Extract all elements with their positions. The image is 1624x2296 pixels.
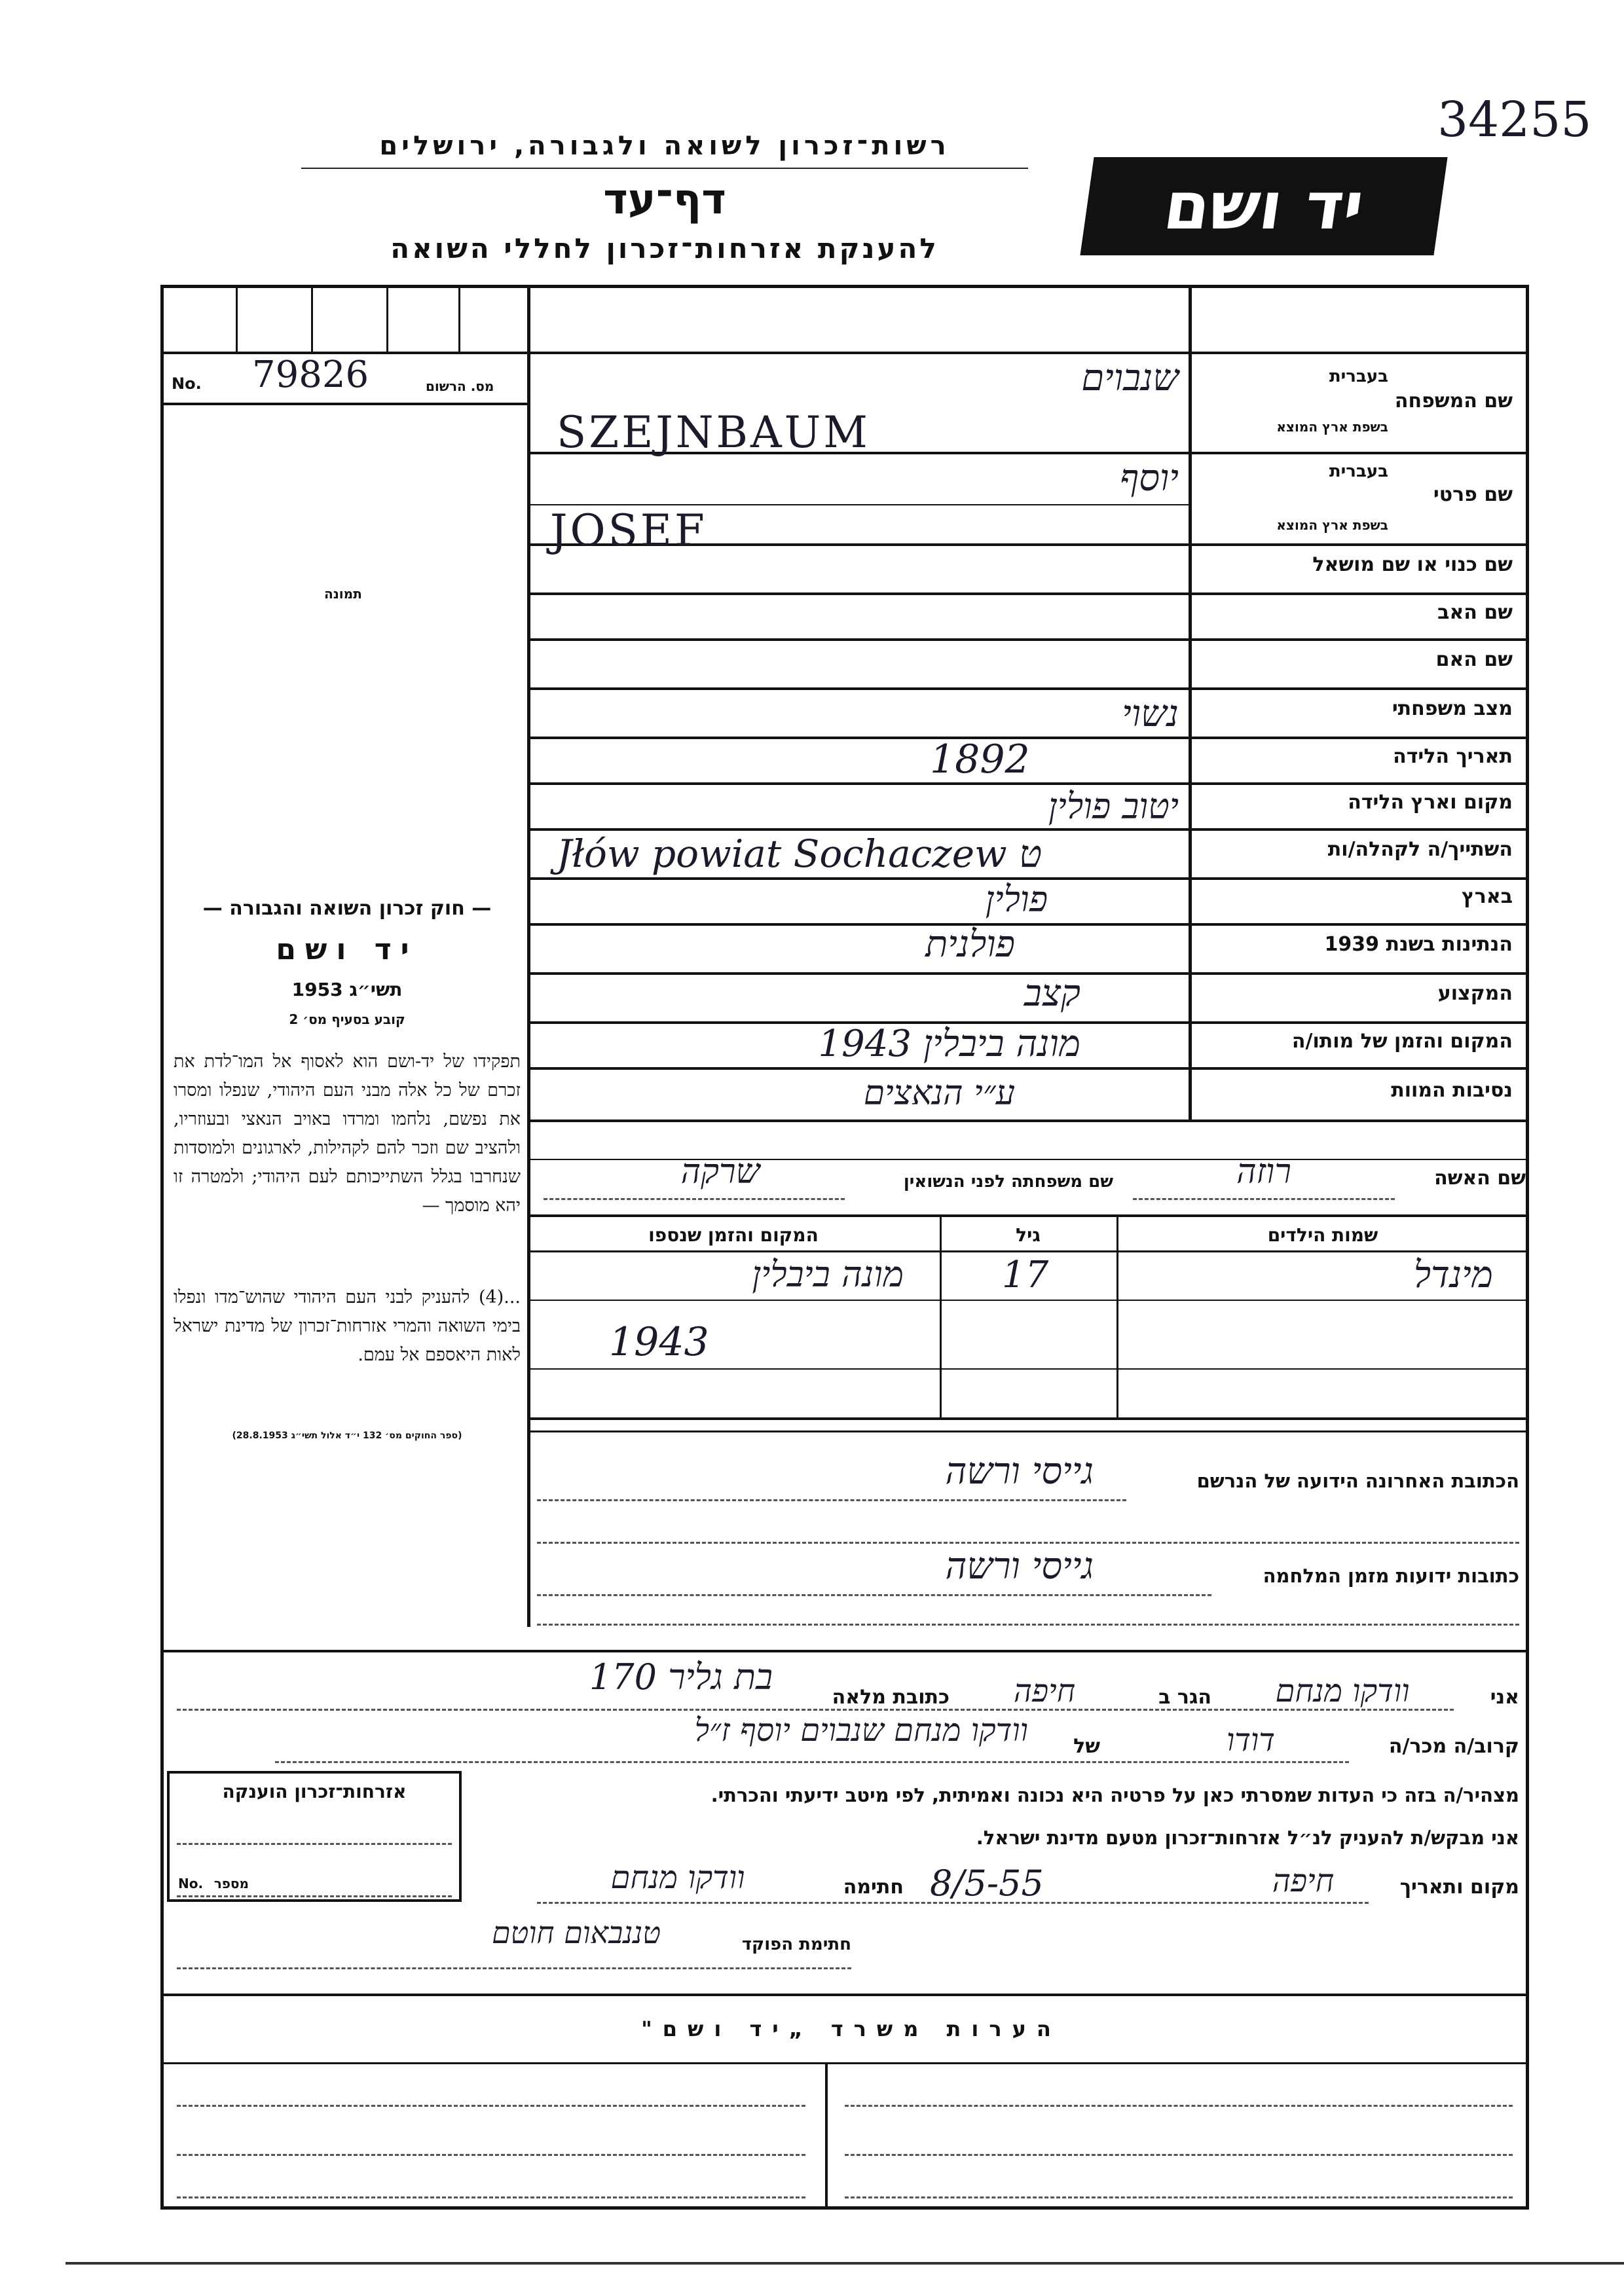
declarant-dotted-line [177,1709,1454,1711]
left-column-divider [527,285,530,1627]
community-value[interactable]: Jłów powiat Sochaczew ט [557,831,1043,876]
place-value[interactable]: חיפה [1272,1863,1335,1899]
top-cell-divider-1 [236,285,238,354]
top-cell-divider-3 [386,285,388,354]
birth-place-value[interactable]: יטוב פולין [1048,786,1179,827]
war-address-dotted [537,1594,1211,1596]
law-reference: (ספר החוקים מס׳ 132 י״ד אלול תשי״ג 28.8.1953) [232,1430,462,1441]
marital-label: מצב משפחתי [1392,697,1513,720]
last-address-label: הכתובת האחרונה הידועה של הנרשם [1196,1470,1519,1492]
declares-text: מצהיר/ה בזה כי העדות שמסרתי כאן על פרטיה היא נכונה ואמיתית, לפי מיטב ידיעתי והכרתי. [710,1784,1519,1806]
community-label: השתייך/ה לקהלה/ות [1327,838,1513,861]
wife-dotted-line [1133,1198,1395,1200]
maiden-dotted-line [544,1198,845,1200]
declarant-address-label: כתובת מלאה [832,1686,950,1709]
declarant-name[interactable]: וודקו מנחם [1275,1673,1410,1709]
maiden-value[interactable]: שרקה [680,1152,760,1192]
notes-dotted-4 [845,2154,1513,2156]
signature-value[interactable]: וודקו מנחם [610,1859,745,1896]
place-date-label: מקום ותאריך [1399,1876,1519,1899]
registration-line [160,403,527,405]
war-address-label: כתובות ידועות מזמן המלחמה [1263,1565,1519,1587]
mother-label: שם האם [1435,648,1513,671]
last-address-value[interactable]: גייסי ורשה [945,1450,1094,1493]
cause-value[interactable]: ע״י הנאצים [863,1074,1015,1113]
photo-label: תמונה [324,586,362,602]
child-place[interactable]: מונה ביבלין [752,1254,904,1295]
children-row-line-1 [527,1300,1529,1301]
row-line-10 [527,923,1529,926]
death-label: המקום והזמן של מותו/ה [1291,1030,1513,1053]
notes-dotted-5 [177,2196,805,2198]
officer-signature[interactable]: טננבאום חוטם [491,1915,661,1950]
last-address-dotted [537,1499,1126,1501]
row-line-8 [527,828,1529,831]
children-header-line [527,1250,1529,1252]
registration-number: 79826 [252,354,369,396]
family-name-sub-hebrew: בעברית [1329,367,1388,386]
declarant-lives-label: הגר ב [1158,1686,1211,1709]
declarant-address[interactable]: בת גליר 170 [589,1656,773,1698]
first-name-label: שם פרטי [1433,483,1513,506]
relative-label: קרוב/ה מכר/ה [1388,1735,1519,1758]
children-age-header: גיל [1016,1224,1041,1246]
citizenship-label: הנתינות בשנת 1939 [1324,933,1513,956]
profession-label: המקצוע [1437,982,1513,1005]
declarant-i-label: אני [1490,1686,1519,1709]
war-extra-dotted [537,1624,1519,1626]
citizenship-box-title: אזרחות־זכרון הוענקה [222,1781,407,1802]
father-label: שם האב [1437,601,1513,624]
country-label: בארץ [1461,885,1513,908]
law-paragraph-1: תפקידו של יד-ושם הוא לאסוף אל המו־לדת את זכרם של כל אלה מבני העם היהודי, שנפלו ומסרו את נפשם, נלחמו ומרדו באויב הנאצי ובעוזריו, ולהציב שם וזכר להם לקהילות, לארגונים ולמוסדות שנחרבו בגלל השתייכותם לעם היהודי; ולמטרה זו יהא מוסמך — [174,1051,521,1216]
death-value[interactable]: מונה ביבלין 1943 [818,1023,1080,1065]
war-address-value[interactable]: גייסי ורשה [945,1545,1094,1588]
children-row-line-2 [527,1368,1529,1370]
citizenship-box-line-2 [177,1895,452,1897]
of-value[interactable]: וודקו מנחם שנבוים יוסף ז״ל [694,1712,1028,1749]
cause-label: נסיבות המוות [1391,1079,1513,1102]
row-line-3 [527,592,1529,595]
registration-label: מס. הרשום [426,378,494,394]
child-year[interactable]: 1943 [609,1319,709,1365]
citizenship-value[interactable]: פולנית [925,923,1015,966]
children-col-divider-2 [1116,1214,1118,1417]
first-name-hebrew[interactable]: יוסף [1120,457,1179,500]
row-line-7 [527,782,1529,785]
row-line-14 [527,1120,1529,1122]
form-subtitle: להענקת אזרחות־זכרון לחללי השואה [390,232,939,264]
scan-edge-mark [65,2262,1624,2265]
office-notes-title: הערות משרד „יד ושם" [641,2016,1061,2041]
declarant-city[interactable]: חיפה [1013,1673,1076,1709]
law-clause: קובע בסעיף מס׳ 2 [289,1011,405,1027]
place-dotted-line [537,1902,1369,1904]
law-year: תשי״ג 1953 [291,979,403,1000]
address-extra-dotted [537,1542,1519,1544]
declaration-top-line [160,1650,1529,1652]
family-name-latin[interactable]: SZEJNBAUM [557,407,870,458]
relation-value[interactable]: דודו [1226,1722,1276,1758]
registration-no-label: No. [172,374,202,393]
top-cell-divider-2 [311,285,313,354]
officer-dotted-line [177,1967,851,1969]
label-column-divider [1189,285,1192,1120]
children-bottom-line [527,1417,1529,1420]
children-col-divider-1 [940,1214,942,1417]
wife-value[interactable]: רוזה [1236,1152,1291,1192]
form-title: דף־עד [603,175,726,224]
citizenship-box-number-label: מספר [213,1876,249,1891]
row-line-13 [527,1067,1529,1070]
child-age[interactable]: 17 [1002,1254,1049,1296]
row-line-5 [527,687,1529,690]
birth-date-value[interactable]: 1892 [930,737,1030,782]
notes-dotted-3 [177,2154,805,2156]
notes-header-line [160,2062,1529,2064]
of-label: של [1073,1735,1100,1758]
header-underline [301,168,1028,169]
maiden-label: שם משפחתה לפני הנשואין [903,1172,1113,1192]
country-value[interactable]: פולין [985,879,1048,920]
archive-number: 34255 [1437,92,1592,148]
law-name: יד ושם [276,933,418,966]
birth-date-label: תאריך הלידה [1393,745,1513,768]
address-top-line [527,1430,1529,1432]
children-place-header: המקום והזמן שנספו [648,1224,819,1246]
relative-dotted-line [275,1761,1349,1763]
birth-place-label: מקום וארץ הלידה [1348,791,1513,814]
family-name-sub-origin: בשפת ארץ המוצא [1276,419,1388,435]
marital-value[interactable]: נשוי [1122,693,1179,735]
notes-dotted-6 [845,2196,1513,2198]
yad-vashem-logo: יד ושם [1080,157,1447,255]
signature-label: חתימה [843,1876,904,1899]
wife-label: שם האשה [1434,1167,1526,1190]
children-names-header: שמות הילדים [1267,1224,1378,1246]
first-name-latin[interactable]: JOSEF [550,505,707,556]
notes-top-line [160,1994,1529,1996]
family-name-label: שם המשפחה [1394,390,1513,412]
notes-column-divider [825,2062,828,2210]
officer-label: חתימת הפוקד [741,1935,851,1954]
profession-value[interactable]: קצב [1024,972,1080,1015]
nickname-label: שם כנוי או שם מושאל [1312,553,1513,576]
date-value[interactable]: 8/5-55 [930,1863,1044,1904]
citizenship-box-no: No. [178,1876,204,1891]
notes-dotted-2 [845,2105,1513,2107]
first-name-sub-hebrew: בעברית [1329,462,1388,481]
top-cell-divider-4 [458,285,460,354]
row-line-4 [527,638,1529,641]
notes-dotted-1 [177,2105,805,2107]
children-top-line [527,1214,1529,1217]
child-name[interactable]: מינדל [1413,1254,1493,1296]
requests-text: אני מבקש/ת להעניק לנ״ל אזרחות־זכרון מטעם מדינת ישראל. [976,1827,1519,1849]
citizenship-box-line [177,1843,452,1845]
family-name-hebrew[interactable]: שנבוים [1081,357,1179,399]
law-title: — חוק זכרון השואה והגבורה — [202,897,492,920]
header-authority: רשות־זכרון לשואה ולגבורה, ירושלים [379,131,950,161]
law-paragraph-2: ...(4) להעניק לבני העם היהודי שהוש־מדו ונפלו בימי השואה והמרי אזרחות־זכרון של מדינת ישראל לאות היאספם אל עמם. [174,1287,521,1365]
first-name-sub-origin: בשפת ארץ המוצא [1276,517,1388,533]
